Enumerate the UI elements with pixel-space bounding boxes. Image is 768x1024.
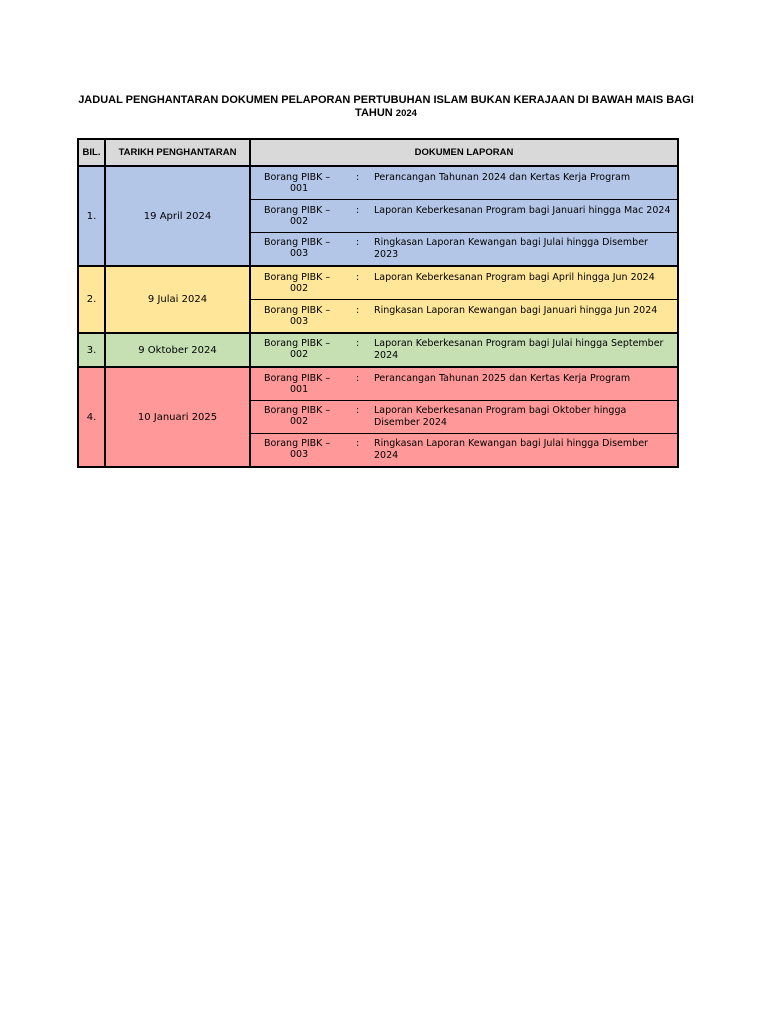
separator-colon: : xyxy=(356,438,360,449)
form-label: Borang PIBK – xyxy=(264,272,331,283)
row-bil: 4. xyxy=(78,367,105,467)
form-number: 003 xyxy=(290,449,309,460)
separator-colon: : xyxy=(356,305,360,316)
row-document xyxy=(250,333,678,367)
form-number: 001 xyxy=(290,384,309,395)
table-header-row xyxy=(78,139,678,166)
form-code xyxy=(264,172,356,194)
form-code xyxy=(264,305,356,327)
form-number: 003 xyxy=(290,248,309,259)
form-number: 002 xyxy=(290,416,309,427)
form-code xyxy=(264,338,356,360)
form-code xyxy=(264,272,356,294)
document-entry xyxy=(251,272,677,294)
title-line-2 xyxy=(70,107,702,120)
table-row xyxy=(78,367,678,401)
separator-colon: : xyxy=(356,338,360,349)
document-description: Laporan Keberkesanan Program bagi Oktober hingga Disember 2024 xyxy=(374,405,627,428)
separator-colon: : xyxy=(356,172,360,183)
separator-colon: : xyxy=(356,237,360,248)
row-bil: 1. xyxy=(78,166,105,266)
row-document xyxy=(250,367,678,401)
form-number: 001 xyxy=(290,183,309,194)
page-title xyxy=(70,94,702,120)
document-entry xyxy=(251,338,677,362)
form-code xyxy=(264,438,356,460)
table-row xyxy=(78,166,678,200)
document-description: Ringkasan Laporan Kewangan bagi Januari hingga Jun 2024 xyxy=(374,305,658,316)
title-year: 2024 xyxy=(395,108,417,119)
header-date: TARIKH PENGHANTARAN xyxy=(105,139,250,166)
row-document xyxy=(250,401,678,434)
document-description: Perancangan Tahunan 2024 dan Kertas Kerja Program xyxy=(374,172,631,183)
document-description: Perancangan Tahunan 2025 dan Kertas Kerja Program xyxy=(374,373,631,384)
form-label: Borang PIBK – xyxy=(264,338,331,349)
row-document xyxy=(250,200,678,233)
header-bil: BIL. xyxy=(78,139,105,166)
row-document xyxy=(250,266,678,300)
form-number: 002 xyxy=(290,283,309,294)
form-code xyxy=(264,205,356,227)
separator-colon: : xyxy=(356,272,360,283)
header-docs: DOKUMEN LAPORAN xyxy=(250,139,678,166)
title-tahun: TAHUN xyxy=(355,107,393,119)
row-bil: 2. xyxy=(78,266,105,333)
form-number: 002 xyxy=(290,349,309,360)
row-date: 9 Julai 2024 xyxy=(105,266,250,333)
row-date: 9 Oktober 2024 xyxy=(105,333,250,367)
document-entry xyxy=(251,205,677,227)
form-code xyxy=(264,373,356,395)
schedule-table xyxy=(77,138,679,468)
title-line-1: JADUAL PENGHANTARAN DOKUMEN PELAPORAN PERTUBUHAN ISLAM BUKAN KERAJAAN DI BAWAH MAIS BAGI xyxy=(78,94,694,106)
form-label: Borang PIBK – xyxy=(264,205,331,216)
row-document xyxy=(250,434,678,468)
document-entry xyxy=(251,305,677,327)
table-row xyxy=(78,266,678,300)
document-description: Ringkasan Laporan Kewangan bagi Julai hingga Disember 2024 xyxy=(374,438,648,461)
form-code xyxy=(264,237,356,259)
form-label: Borang PIBK – xyxy=(264,405,331,416)
form-label: Borang PIBK – xyxy=(264,305,331,316)
document-description: Laporan Keberkesanan Program bagi Januari hingga Mac 2024 xyxy=(374,205,671,216)
separator-colon: : xyxy=(356,405,360,416)
row-document xyxy=(250,233,678,267)
row-document xyxy=(250,166,678,200)
form-label: Borang PIBK – xyxy=(264,172,331,183)
form-number: 003 xyxy=(290,316,309,327)
row-document xyxy=(250,300,678,334)
document-entry xyxy=(251,237,677,261)
form-code xyxy=(264,405,356,427)
form-label: Borang PIBK – xyxy=(264,373,331,384)
table-row xyxy=(78,333,678,367)
row-date: 19 April 2024 xyxy=(105,166,250,266)
form-number: 002 xyxy=(290,216,309,227)
separator-colon: : xyxy=(356,205,360,216)
row-bil: 3. xyxy=(78,333,105,367)
document-description: Ringkasan Laporan Kewangan bagi Julai hingga Disember 2023 xyxy=(374,237,648,260)
document-description: Laporan Keberkesanan Program bagi April hingga Jun 2024 xyxy=(374,272,655,283)
form-label: Borang PIBK – xyxy=(264,237,331,248)
row-date: 10 Januari 2025 xyxy=(105,367,250,467)
document-entry xyxy=(251,172,677,194)
document-entry xyxy=(251,405,677,429)
separator-colon: : xyxy=(356,373,360,384)
form-label: Borang PIBK – xyxy=(264,438,331,449)
document-entry xyxy=(251,438,677,462)
document-entry xyxy=(251,373,677,395)
document-description: Laporan Keberkesanan Program bagi Julai hingga September 2024 xyxy=(374,338,664,361)
